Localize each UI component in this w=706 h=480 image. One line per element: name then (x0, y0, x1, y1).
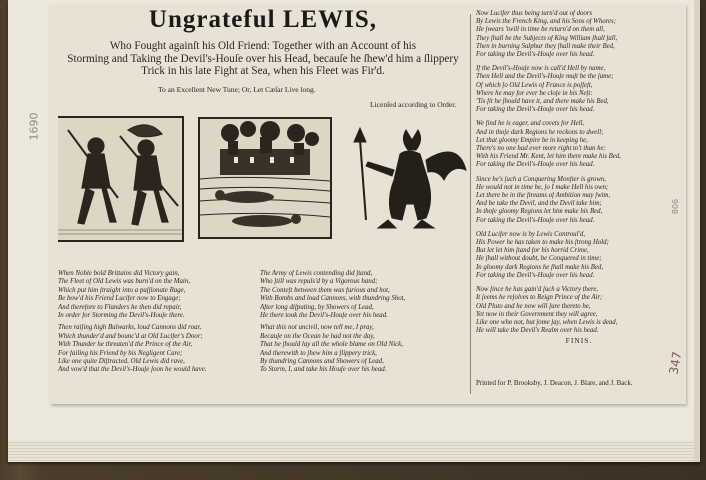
verse-line: Who ſtill was repuls'd by a Vigorous hand; (260, 278, 378, 286)
verse-line: Then Hell and the Devil's-Houſe muſt be the ſame; (476, 73, 614, 81)
ballad-subtitle (58, 40, 468, 78)
verse-line: With Thunder he threaten'd the Prince of the Air, (58, 341, 193, 349)
verse-line: With his Friend Mr. Kent, let him there make his Bed, (476, 153, 621, 161)
verse-line: He will take the Devil's Realm over his head. (476, 327, 599, 335)
finis-label: FINIS. (565, 336, 593, 345)
devil-illustration (348, 120, 468, 242)
verse-line: He there took the Devil's-Houſe over his head. (260, 312, 388, 320)
verse-line: With Bombs and loud Cannons, with thundring Shot, (260, 295, 406, 303)
verse-line: If the Devil's-Houſe now is call'd Hell by name, (476, 65, 606, 73)
verse-line: The Army of Lewis contending did ſtand, (260, 270, 373, 277)
stanza (476, 120, 682, 169)
verse-line: And in thoſe dark Regions he reckons to dwell; (476, 128, 604, 136)
ballad-sheet (50, 4, 686, 404)
tune-line: To an Excellent New Tune; Or, Let Cæſar Live long. (158, 85, 316, 94)
verse-line: Which thunder'd and bounc'd at Old Lucifer's Door; (58, 332, 203, 340)
verse-line: But let let him ſtand for his horrid Crime, (476, 247, 589, 255)
verse-line: And be take the Devil, and the Devil take him; (476, 200, 602, 208)
verse-line: For taking the Devil's-Houſe over his head. (476, 216, 595, 224)
pencil-note-right-2: 806 (671, 198, 681, 215)
column-divider (470, 14, 471, 394)
verse-line: What this not uncivil, now tell me, I pray, (260, 324, 374, 332)
stanza (58, 270, 258, 320)
verse-line: Let that gloomy Empire be in keeping he, (476, 136, 588, 144)
verse-line: Like one quite Diſtracted, Old Lewis did rave, (58, 358, 185, 366)
stanza (260, 270, 470, 320)
verse-line: In order for Storming the Devil's-Houſe there. (58, 312, 185, 320)
stanza (58, 324, 258, 374)
verse-line: Old Lucifer now is by Lewis Controul'd, (476, 230, 586, 238)
verse-line: The Fleet of Old Lewis was burn'd on the Main, (58, 278, 191, 286)
stanza (476, 65, 682, 114)
verse-line: It ſeems he reſolves to Reign Prince of the Air; (476, 294, 603, 302)
verse-line: Be bow'd his Friend Lucifer now to Engage; (58, 295, 181, 303)
verse-line: And therefore to Flanders he then did repair, (58, 303, 182, 311)
verse-line: When Noble bold Brittains did Victory gain, (58, 270, 180, 277)
verse-line: For taking the Devil's-Houſe over his head. (476, 271, 595, 279)
verse-line: The Conteſt between them was furious and hot, (260, 286, 390, 294)
burning-town-illustration (200, 119, 330, 237)
verse-line: They ſhall be the Subjects of King William ſhall fall, (476, 34, 618, 42)
verse-line: He ſwears 'twill in time be return'd on them all, (476, 26, 605, 34)
verse-line: His Power he has taken to make his ſtrong Hold; (476, 239, 609, 247)
stanza (260, 324, 470, 374)
verses-middle-column (260, 270, 470, 379)
stanza (476, 286, 682, 335)
verse-line: 'Tis fit he ſhould have it, and there make his Bed, (476, 98, 609, 106)
verse-line: After long diſputing, by Showers of Lead, (260, 303, 374, 311)
verse-line: He ſhall without doubt, be Conquered in time; (476, 255, 602, 263)
woodcut-soldiers (58, 116, 184, 242)
verse-line: To Storm, I, and take his Houſe over his head. (260, 366, 387, 374)
verse-line: There's no one had ever more right to't than he: (476, 145, 606, 153)
verse-line: And therewith to ſhew him a ſlippery trick, (260, 349, 377, 357)
verse-line: Since he's ſuch a Conquering Monſter is grown, (476, 175, 606, 183)
verse-line: Now ſince he has gain'd ſuch a Victory there, (476, 286, 599, 294)
verse-line: Becauſe on the Ocean he had not the day, (260, 332, 375, 340)
pencil-note-left: 1690 (27, 112, 41, 141)
verse-line: For taking the Devil's-Houſe over his head. (476, 51, 595, 59)
verse-line: In gloomy dark Regions he ſhall make his Bed, (476, 263, 604, 271)
verse-line: Then raiſing high Bulwarks, loud Cannons did roar, (58, 324, 202, 332)
woodcut-fire-scene (198, 117, 332, 239)
verse-line: Where he may for ever be cloſe in his Neſt: (476, 89, 593, 97)
ballad-title: Ungrateful LEWIS, (148, 6, 378, 33)
verse-line: He would not in time be, ſo I make Hell his own; (476, 183, 609, 191)
subtitle-line: Who Fought againſt his Old Friend: Together with an Account of his (109, 40, 417, 52)
verse-line: Of which ſo Old Lewis of France is poſſeſt, (476, 81, 593, 89)
verse-line: And vow'd that the Devil's-Houſe ſoon he would have. (58, 366, 207, 374)
verse-line: Which put him ſtraight into a paſſionate Rage, (58, 286, 186, 294)
verse-line: For taking the Devil's-Houſe over his head. (476, 106, 595, 114)
pencil-note-right: 347 (666, 350, 685, 376)
stanza (476, 231, 682, 280)
verse-line: That he ſhould lay all the whole blame on Old Nick, (260, 341, 403, 349)
verse-line: For failing his Friend by his Negligent Care; (58, 349, 183, 357)
verse-line: Like one who not, but ſome ſay, when Lewis is dead, (476, 318, 618, 326)
subtitle-line: Trick in his late Fight at Sea, when his Fleet was Fir'd. (141, 65, 385, 78)
verse-line: Then in burning Sulphur they ſhall make their Bed, (476, 42, 615, 50)
stanza (476, 176, 682, 225)
stanza (476, 10, 682, 59)
page-edges (8, 440, 694, 462)
verse-line: For taking the Devil's-Houſe over his head. (476, 161, 595, 169)
woodcut-devil (348, 120, 468, 242)
verse-line: Yet now in their Government they will agree, (476, 310, 598, 318)
right-column (476, 10, 682, 400)
subtitle-line: Storming and Taking the Devil's-Houſe over his Head, becauſe he ſhew'd him a ſlippery (67, 52, 459, 65)
verse-line: Now Lucifer thus being turn'd out of doors (476, 10, 593, 17)
license-line: Licenſed according to Order. (370, 100, 457, 109)
verse-line: By Lewis the French King, and his Sons of Whores; (476, 18, 616, 26)
verse-line: In thoſe gloomy Regions let him make his Bed, (476, 208, 603, 216)
left-column (58, 4, 468, 400)
soldiers-illustration (58, 118, 182, 240)
printer-imprint: Printed for P. Brooksby, J. Deacon, J. Blare, and J. Back. (476, 380, 633, 387)
verse-line: By thundring Cannons and Showers of Lead, (260, 358, 384, 366)
verse-line: Let there be in the ſtreams of Ambition may ſwim, (476, 192, 611, 200)
verses-left-column (58, 270, 258, 379)
verse-line: Old Pluto and he now will ſure thereto be, (476, 302, 591, 310)
verses-right-column (476, 10, 682, 335)
verse-line: We find he is eager, and covets for Hell, (476, 120, 585, 128)
